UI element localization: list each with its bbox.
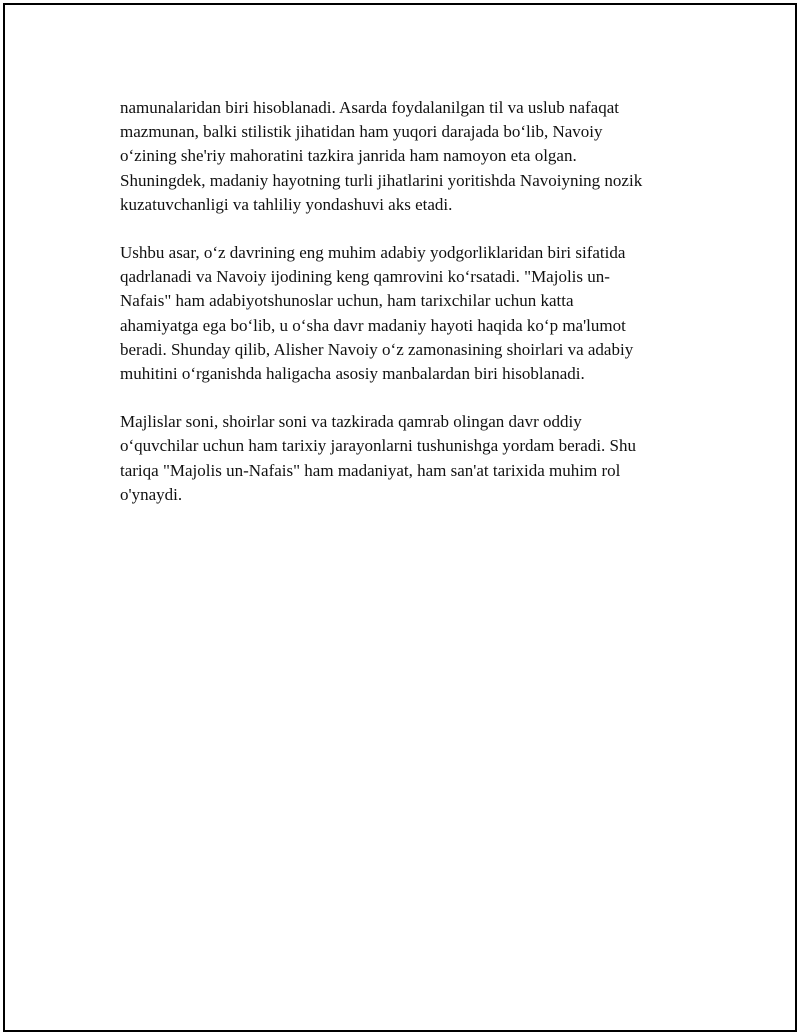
text-line: o‘quvchilar uchun ham tarixiy jarayonlarni tushunishga yordam beradi. Shu bbox=[120, 436, 637, 456]
text-line: mazmunan, balki stilistik jihatidan ham yuqori darajada bo‘lib, Navoiy bbox=[120, 122, 603, 142]
paragraph-3 bbox=[120, 410, 700, 507]
text-line: ahamiyatga ega bo‘lib, u o‘sha davr madaniy hayoti haqida ko‘p ma'lumot bbox=[120, 315, 626, 335]
text-line: kuzatuvchanligi va tahliliy yondashuvi aks etadi. bbox=[120, 194, 453, 214]
document-page bbox=[3, 3, 797, 1032]
document-body bbox=[120, 96, 700, 531]
text-line: muhitini o‘rganishda haligacha asosiy manbalardan biri hisoblanadi. bbox=[120, 364, 585, 384]
paragraph-1 bbox=[120, 96, 700, 217]
text-line: tariqa "Majolis un-Nafais" ham madaniyat, ham san'at tarixida muhim rol bbox=[120, 460, 621, 480]
text-line: beradi. Shunday qilib, Alisher Navoiy o‘z zamonasining shoirlari va adabiy bbox=[120, 339, 634, 359]
text-line: o‘zining she'riy mahoratini tazkira janrida ham namoyon eta olgan. bbox=[120, 146, 577, 166]
text-line: namunalaridan biri hisoblanadi. Asarda foydalanilgan til va uslub nafaqat bbox=[120, 98, 619, 117]
text-line: Shuningdek, madaniy hayotning turli jihatlarini yoritishda Navoiyning nozik bbox=[120, 170, 643, 190]
text-line: qadrlanadi va Navoiy ijodining keng qamrovini ko‘rsatadi. "Majolis un- bbox=[120, 267, 610, 287]
text-line: Ushbu asar, o‘z davrining eng muhim adabiy yodgorliklaridan biri sifatida bbox=[120, 243, 626, 263]
text-line: o'ynaydi. bbox=[120, 484, 183, 504]
text-line: Majlislar soni, shoirlar soni va tazkirada qamrab olingan davr oddiy bbox=[120, 412, 582, 432]
paragraph-2 bbox=[120, 241, 700, 386]
text-line: Nafais" ham adabiyotshunoslar uchun, ham tarixchilar uchun katta bbox=[120, 291, 574, 311]
